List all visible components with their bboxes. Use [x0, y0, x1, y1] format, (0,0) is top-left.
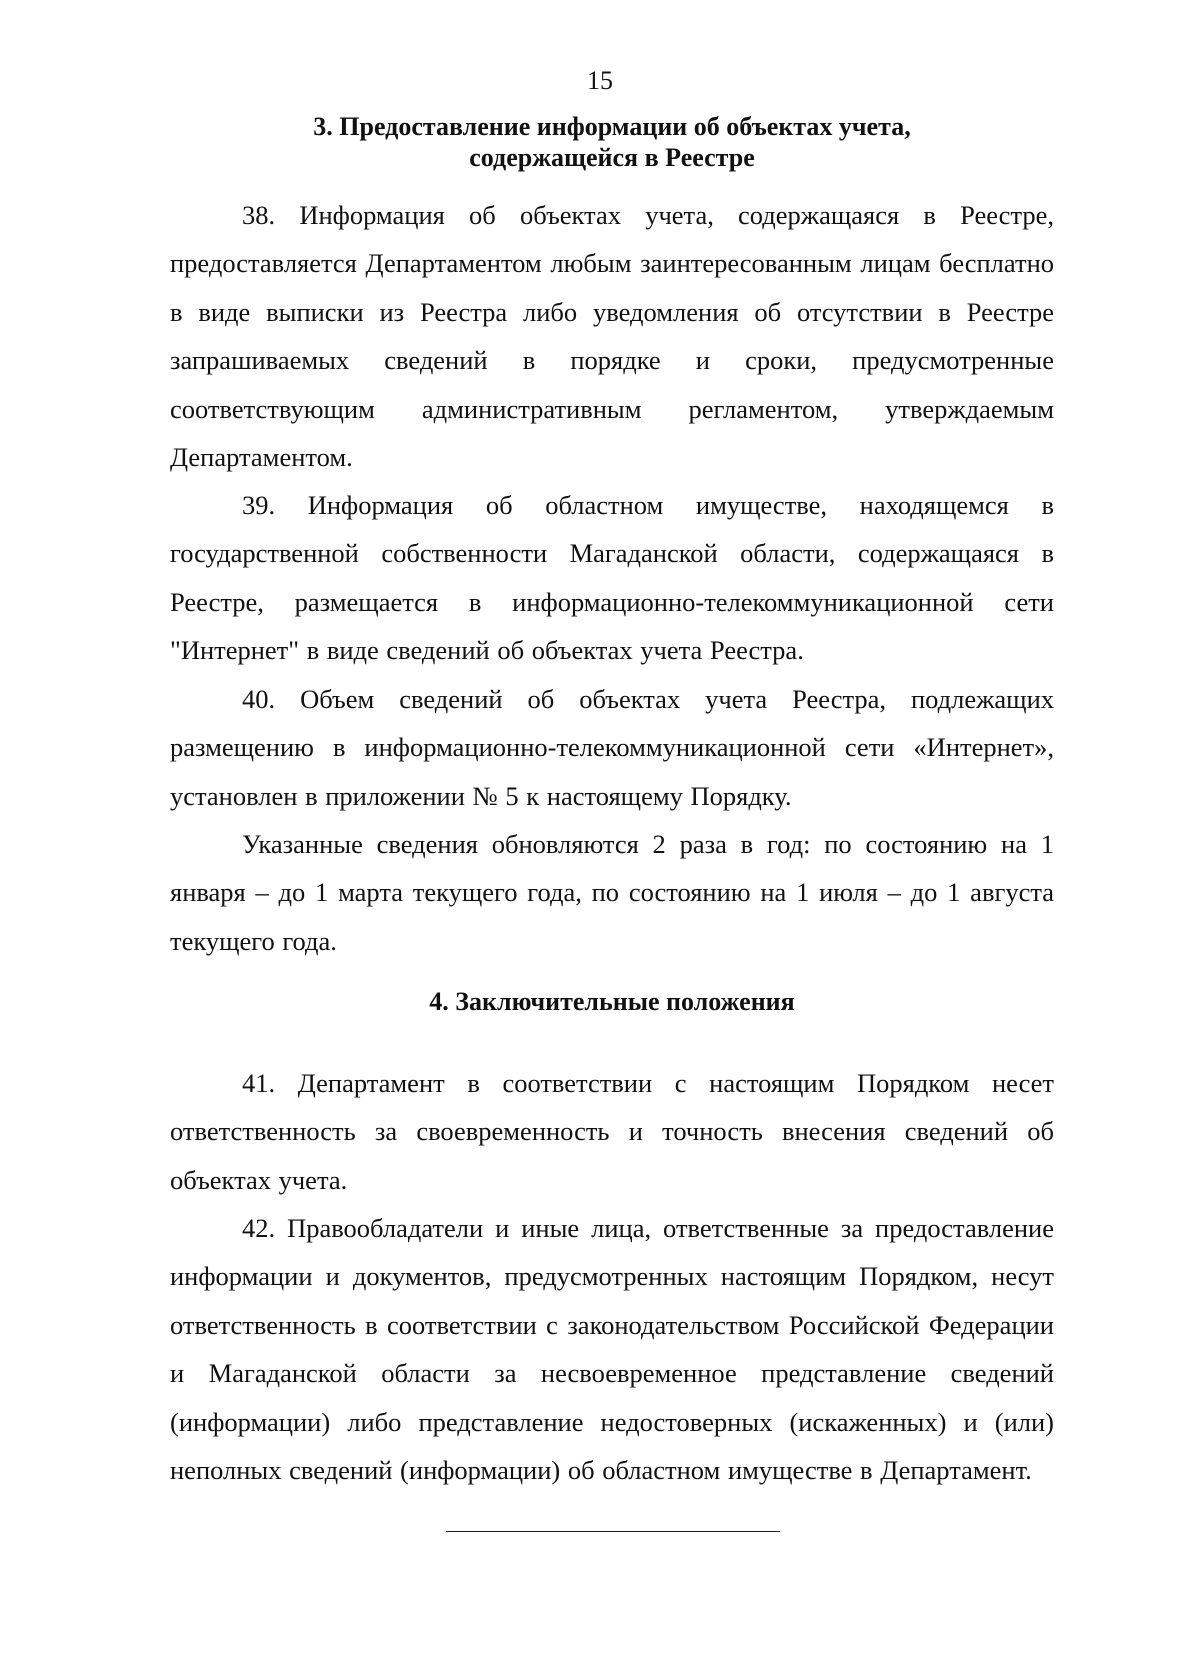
paragraph-update-schedule: Указанные сведения обновляются 2 раза в год: по состоянию на 1 января – до 1 марта текущего года, по состоянию на 1 июля – до 1 августа текущего года. — [170, 829, 1054, 956]
section-3-heading-line-1: 3. Предоставление информации об объектах учета, — [313, 112, 911, 141]
paragraph-42: 42. Правообладатели и иные лица, ответственные за предоставление информации и документов, предусмотренных настоящим Порядком, несут ответственность в соответствии с законодательством Российской Федерации и Магаданской области за несвоевременное представление сведений (информации) либо представление недостоверных (искаженных) и (или) неполных сведений (информации) об областном имуществе в Департамент. — [170, 1213, 1054, 1486]
section-4-heading: 4. Заключительные положения — [429, 987, 795, 1016]
page-number: 15 — [587, 66, 613, 95]
paragraph-41: 41. Департамент в соответствии с настоящим Порядком несет ответственность за своевременность и точность внесения сведений об объектах учета. — [170, 1068, 1054, 1195]
paragraph-38: 38. Информация об объектах учета, содержащаяся в Реестре, предоставляется Департаментом любым заинтересованным лицам бесплатно в виде выписки из Реестра либо уведомления об отсутствии в Реестре запрашиваемых сведений в порядке и сроки, предусмотренные соответствующим административным регламентом, утверждаемым Департаментом. — [170, 200, 1054, 473]
end-of-document-rule — [446, 1531, 780, 1532]
paragraph-40: 40. Объем сведений об объектах учета Реестра, подлежащих размещению в информационно-телекоммуникационной сети «Интернет», установлен в приложении № 5 к настоящему Порядку. — [170, 684, 1054, 811]
paragraph-39: 39. Информация об областном имуществе, находящемся в государственной собственности Магаданской области, содержащаяся в Реестре, размещается в информационно-телекоммуникационной сети "Интернет" в виде сведений об объектах учета Реестра. — [170, 490, 1054, 666]
section-3-heading — [170, 111, 1054, 173]
section-3-heading-line-2: содержащейся в Реестре — [469, 143, 755, 172]
